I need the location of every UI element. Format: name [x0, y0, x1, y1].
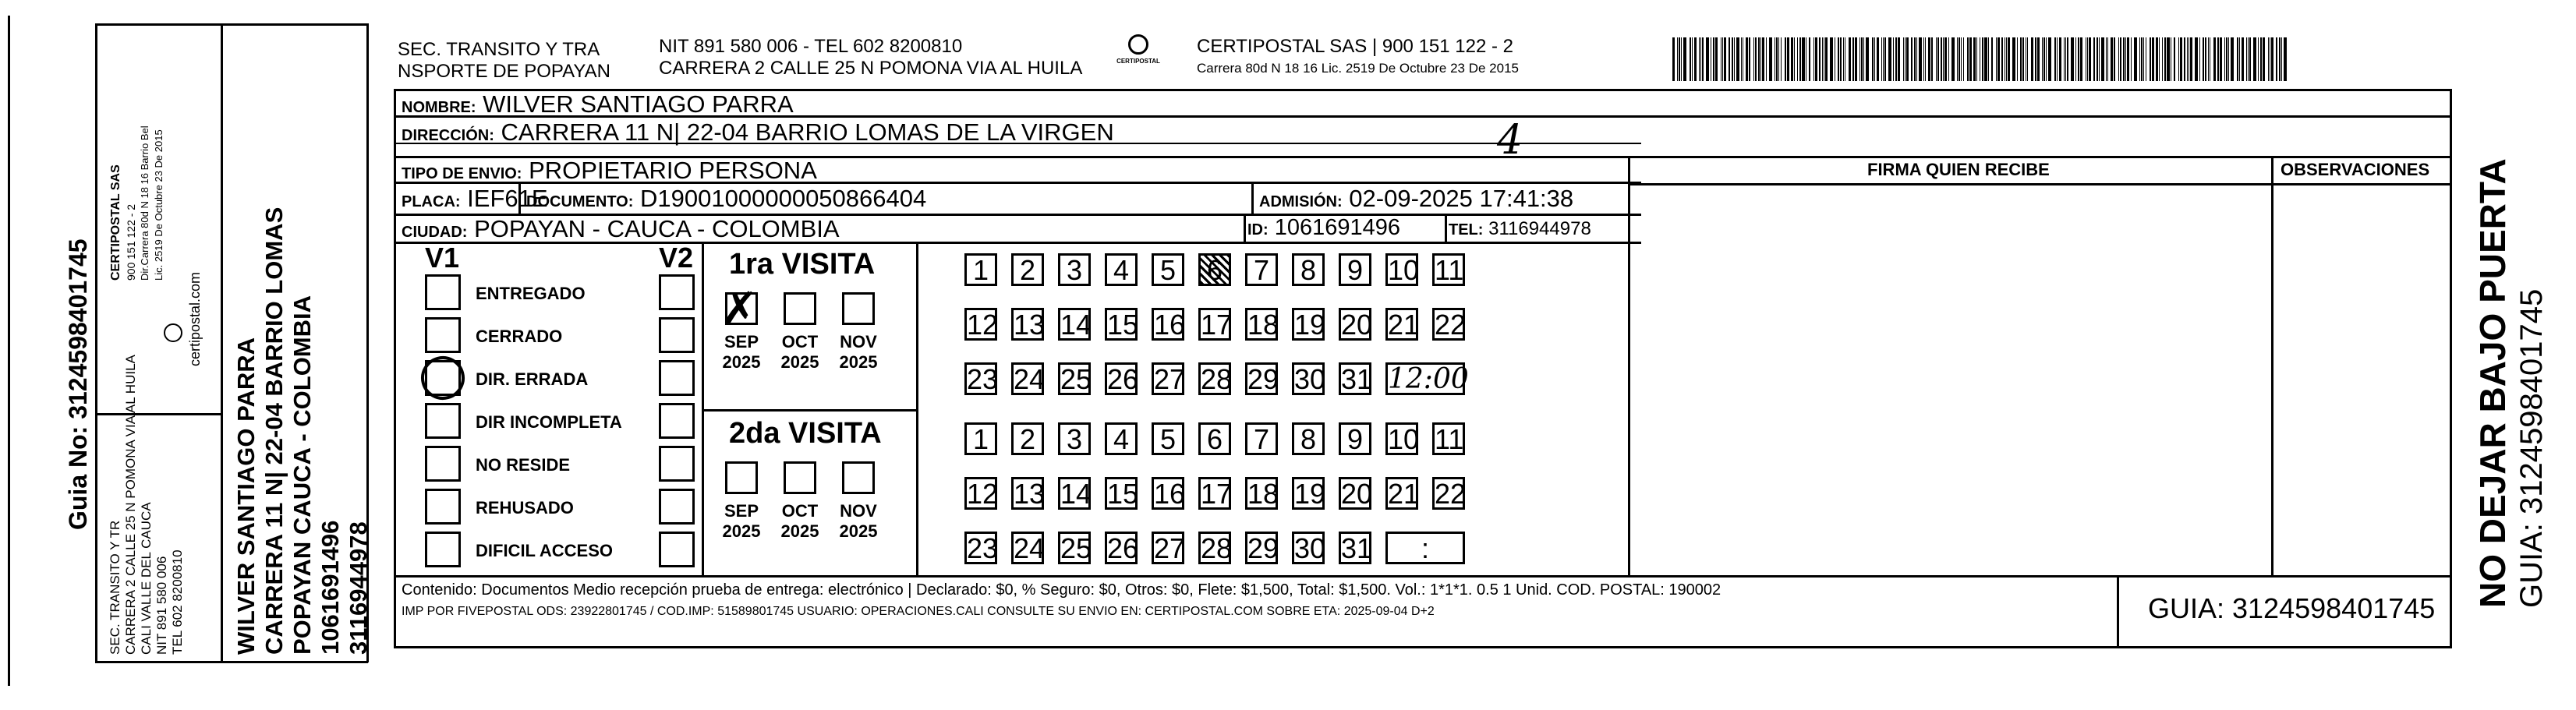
v2-checkbox[interactable] — [659, 489, 695, 525]
sender-name: SEC. TRANSITO Y TRA — [398, 39, 600, 60]
day-box[interactable]: 16 — [1152, 308, 1184, 341]
v1-checkbox[interactable] — [425, 532, 461, 567]
courier-address: Carrera 80d N 18 16 Lic. 2519 De Octubre 23 De 2015 — [1197, 61, 1519, 76]
ciudad-label: CIUDAD: — [402, 224, 468, 241]
stub-courier-line: 900 151 122 - 2 — [125, 203, 137, 281]
v2-checkbox[interactable] — [659, 274, 695, 310]
day-box[interactable]: 8 — [1292, 253, 1325, 286]
id-value: 1061691496 — [1274, 215, 1401, 240]
day-box[interactable]: 19 — [1292, 308, 1325, 341]
nombre-value: WILVER SANTIAGO PARRA — [483, 90, 794, 118]
day-box[interactable]: 7 — [1245, 422, 1278, 455]
stub-courier-line: CERTIPOSTAL SAS — [109, 164, 122, 281]
direccion-value: CARRERA 11 N| 22-04 BARRIO LOMAS DE LA VIRGEN — [501, 118, 1114, 146]
certipostal-logo-icon — [1128, 34, 1148, 55]
day-box[interactable]: 25 — [1058, 532, 1091, 564]
day-box[interactable]: 13 — [1011, 308, 1044, 341]
v2-checkbox[interactable] — [659, 317, 695, 353]
v2-checkbox[interactable] — [659, 532, 695, 567]
day-box[interactable]: 10 — [1385, 422, 1418, 455]
barcode — [1672, 37, 2300, 81]
direccion-label: DIRECCIÓN: — [402, 127, 494, 144]
day-box[interactable]: 6 — [1198, 422, 1231, 455]
day-box[interactable]: 25 — [1058, 362, 1091, 395]
day-box[interactable]: 27 — [1152, 532, 1184, 564]
firma-header: FIRMA QUIEN RECIBE — [1867, 160, 2050, 179]
day-box[interactable]: 2 — [1011, 422, 1044, 455]
status-label: DIR INCOMPLETA — [476, 412, 622, 432]
day-box[interactable]: 24 — [1011, 532, 1044, 564]
day-box[interactable]: 11 — [1432, 422, 1465, 455]
year-label: 2025 — [780, 521, 819, 541]
tipo-envio-label: TIPO DE ENVIO: — [402, 165, 522, 182]
day-box[interactable]: 9 — [1339, 422, 1371, 455]
id-label: ID: — [1247, 221, 1269, 238]
documento-value: D19001000000050866404 — [640, 185, 927, 212]
v1-checkbox[interactable] — [425, 274, 461, 310]
checked-mark-icon — [416, 351, 470, 405]
sender-name: NSPORTE DE POPAYAN — [398, 61, 610, 82]
day-box[interactable]: 21 — [1385, 477, 1418, 510]
time-box[interactable]: 12:00 — [1385, 362, 1465, 395]
tel-field — [1449, 218, 1591, 240]
day-box[interactable]: 13 — [1011, 477, 1044, 510]
day-box[interactable]: 22 — [1432, 308, 1465, 341]
stub-recipient-line: CARRERA 11 N| 22-04 BARRIO LOMAS — [260, 207, 288, 655]
stub-courier-line: Dir.Carrera 80d N 18 16 Barrio Bel — [139, 125, 150, 281]
documento-field — [526, 185, 926, 213]
month-checkbox[interactable] — [725, 461, 758, 494]
stub-recipient-line: 3116944978 — [345, 521, 372, 655]
day-box[interactable]: 30 — [1292, 362, 1325, 395]
status-label: ENTREGADO — [476, 284, 586, 303]
stub-recipient-line: 1061691496 — [317, 520, 344, 655]
day-box[interactable]: 28 — [1198, 362, 1231, 395]
day-box[interactable]: 17 — [1198, 477, 1231, 510]
day-box[interactable]: 12 — [964, 477, 997, 510]
v1-checkbox[interactable] — [425, 489, 461, 525]
day-box[interactable]: 1 — [964, 422, 997, 455]
tipo-envio-value: PROPIETARIO PERSONA — [529, 157, 817, 184]
day-box[interactable]: 14 — [1058, 477, 1091, 510]
day-box[interactable]: 9 — [1339, 253, 1371, 286]
v1-checkbox[interactable] — [425, 317, 461, 353]
day-box[interactable]: 24 — [1011, 362, 1044, 395]
year-label: 2025 — [839, 352, 878, 372]
day-box[interactable]: 19 — [1292, 477, 1325, 510]
year-label: 2025 — [722, 352, 761, 372]
day-box[interactable]: 12 — [964, 308, 997, 341]
nombre-row — [402, 90, 794, 118]
first-visit-title: 1ra VISITA — [729, 248, 876, 281]
v2-checkbox[interactable] — [659, 403, 695, 439]
status-label: NO RESIDE — [476, 455, 571, 475]
v1-label: V1 — [425, 242, 460, 274]
status-label: DIR. ERRADA — [476, 369, 589, 389]
year-label: 2025 — [839, 521, 878, 541]
day-box[interactable]: 2 — [1011, 253, 1044, 286]
handwritten-mark: 4 — [1497, 117, 1523, 164]
no-dejar-bajo-puerta: NO DEJAR BAJO PUERTA — [2472, 158, 2513, 608]
stub-courier-web: certipostal.com — [187, 271, 203, 366]
certipostal-logo-icon — [164, 323, 182, 342]
day-box[interactable]: 6 — [1198, 253, 1231, 286]
guia-vertical: GUIA: 3124598401745 — [2514, 288, 2549, 608]
day-box[interactable]: 15 — [1105, 308, 1138, 341]
day-box[interactable]: 30 — [1292, 532, 1325, 564]
placa-value: IEF61E — [467, 185, 548, 212]
month-checkbox[interactable] — [842, 461, 875, 494]
year-label: 2025 — [722, 521, 761, 541]
ciudad-field — [402, 215, 840, 243]
v2-label: V2 — [659, 242, 694, 274]
day-box[interactable]: 4 — [1105, 253, 1138, 286]
v1-checkbox[interactable] — [425, 403, 461, 439]
day-box[interactable]: 22 — [1432, 477, 1465, 510]
day-box[interactable]: 8 — [1292, 422, 1325, 455]
tel-value: 3116944978 — [1488, 218, 1591, 239]
day-box[interactable]: 18 — [1245, 308, 1278, 341]
nombre-label: NOMBRE: — [402, 99, 476, 116]
day-box[interactable]: 21 — [1385, 308, 1418, 341]
stub-recipient-line: WILVER SANTIAGO PARRA — [232, 337, 260, 655]
day-box[interactable]: 5 — [1152, 422, 1184, 455]
status-label: REHUSADO — [476, 498, 574, 517]
contenido-text: Contenido: Documentos Medio recepción prueba de entrega: electrónico | Declarado: $0, % Seguro: $0, Otros: $0, Flete: $1,500, Total: $1,500. Vol.: 1*1*1. 0.5 1 Unid. COD. POSTAL: 190002 — [402, 581, 1721, 599]
day-box[interactable]: 5 — [1152, 253, 1184, 286]
imp-text: IMP POR FIVEPOSTAL ODS: 23922801745 / COD.IMP: 51589801745 USUARIO: OPERACIONES.CALI CONSULTE SU ENVIO EN: CERTIPOSTAL.COM SOBRE ETA: 2025-09-04 D+2 — [402, 605, 1435, 618]
admision-field — [1259, 185, 1573, 213]
stub-recipient-line: POPAYAN CAUCA - COLOMBIA — [288, 295, 316, 655]
tipo-envio-row — [402, 157, 817, 185]
second-visit-title: 2da VISITA — [729, 417, 882, 450]
stub-sender-line: CALI VALLE DEL CAUCA — [139, 502, 154, 655]
day-box[interactable]: 10 — [1385, 253, 1418, 286]
day-box[interactable]: 14 — [1058, 308, 1091, 341]
stub-sender-line: SEC. TRANSITO Y TR — [108, 520, 122, 655]
sender-address: CARRERA 2 CALLE 25 N POMONA VIA AL HUILA — [659, 58, 1083, 79]
day-box[interactable]: 26 — [1105, 362, 1138, 395]
day-box[interactable]: 11 — [1432, 253, 1465, 286]
stub-sender-line: NIT 891 580 006 — [154, 556, 169, 655]
day-box[interactable]: 26 — [1105, 532, 1138, 564]
v2-checkbox[interactable] — [659, 360, 695, 396]
month-checkbox[interactable] — [784, 292, 816, 325]
day-box[interactable]: 17 — [1198, 308, 1231, 341]
day-box[interactable]: 31 — [1339, 362, 1371, 395]
admision-label: ADMISIÓN: — [1259, 193, 1343, 210]
day-box[interactable]: 1 — [964, 253, 997, 286]
month-label: NOV — [840, 501, 877, 521]
certipostal-logo — [1116, 33, 1160, 73]
day-box[interactable]: 29 — [1245, 532, 1278, 564]
certipostal-logo-text: CERTIPOSTAL — [1116, 58, 1160, 65]
stub-sender-line: TEL 602 8200810 — [170, 549, 185, 655]
ciudad-value: POPAYAN - CAUCA - COLOMBIA — [474, 215, 840, 242]
day-box[interactable]: 3 — [1058, 253, 1091, 286]
day-box[interactable]: 4 — [1105, 422, 1138, 455]
day-box[interactable]: 3 — [1058, 422, 1091, 455]
stub-sender-line: CARRERA 2 CALLE 25 N POMONA VIA AL HUILA — [123, 355, 138, 655]
admision-value: 02-09-2025 17:41:38 — [1349, 185, 1574, 212]
month-checkbox[interactable] — [784, 461, 816, 494]
guia-number-vertical: Guia No: 3124598401745 — [64, 238, 92, 530]
month-checkbox[interactable] — [842, 292, 875, 325]
day-box[interactable]: 15 — [1105, 477, 1138, 510]
v2-checkbox[interactable] — [659, 446, 695, 482]
status-label: DIFICIL ACCESO — [476, 541, 614, 560]
day-box[interactable]: 20 — [1339, 308, 1371, 341]
month-label: SEP — [724, 501, 759, 521]
day-box[interactable]: 27 — [1152, 362, 1184, 395]
day-box[interactable]: 23 — [964, 532, 997, 564]
documento-label: DOCUMENTO: — [526, 193, 634, 210]
guia-box: GUIA: 3124598401745 — [2148, 592, 2436, 624]
time-box[interactable]: : — [1385, 532, 1465, 564]
month-label: NOV — [840, 332, 877, 351]
month-label: SEP — [724, 332, 759, 351]
month-label: OCT — [781, 332, 819, 351]
month-check-x-icon: ✗ — [720, 282, 759, 335]
day-box[interactable]: 29 — [1245, 362, 1278, 395]
v1-checkbox[interactable] — [425, 446, 461, 482]
month-label: OCT — [781, 501, 819, 521]
id-field — [1247, 215, 1400, 241]
day-box[interactable]: 16 — [1152, 477, 1184, 510]
day-box[interactable]: 23 — [964, 362, 997, 395]
day-box[interactable]: 7 — [1245, 253, 1278, 286]
day-box[interactable]: 28 — [1198, 532, 1231, 564]
courier-name: CERTIPOSTAL SAS | 900 151 122 - 2 — [1197, 36, 1513, 57]
tel-label: TEL: — [1449, 221, 1484, 238]
year-label: 2025 — [780, 352, 819, 372]
observaciones-header: OBSERVACIONES — [2281, 160, 2430, 179]
placa-label: PLACA: — [402, 193, 461, 210]
day-box[interactable]: 31 — [1339, 532, 1371, 564]
direccion-row — [402, 118, 1114, 147]
sender-nit: NIT 891 580 006 - TEL 602 8200810 — [659, 36, 963, 57]
stub-courier-line: Lic. 2519 De Octubre 23 De 2015 — [153, 129, 165, 281]
day-box[interactable]: 18 — [1245, 477, 1278, 510]
day-box[interactable]: 20 — [1339, 477, 1371, 510]
status-label: CERRADO — [476, 327, 563, 346]
